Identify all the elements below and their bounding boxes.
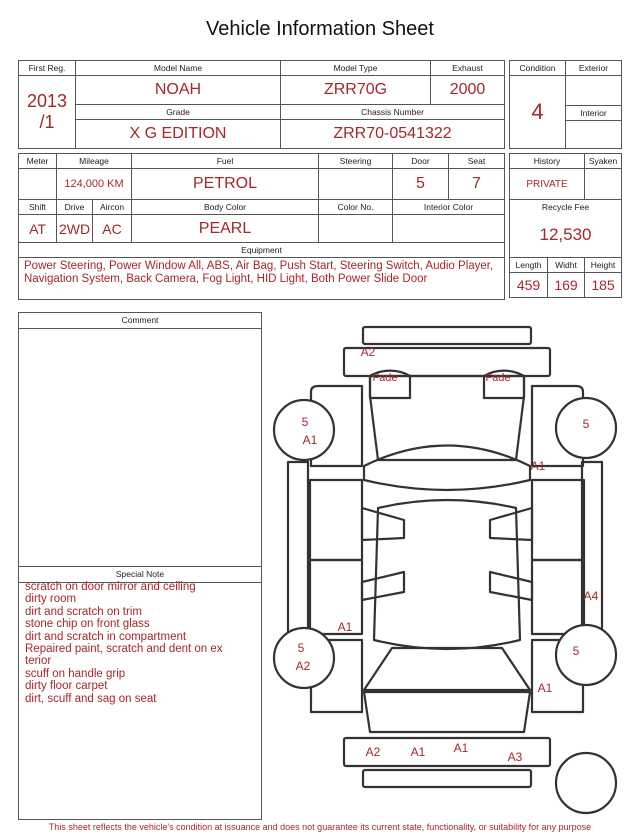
- tire-rear-left: [274, 628, 334, 688]
- mark-tire-rl-num: 5: [297, 641, 305, 655]
- special-note-label: Special Note: [19, 567, 261, 583]
- hood: [370, 376, 524, 460]
- history-label: History: [510, 154, 585, 169]
- special-note-list: [25, 581, 223, 705]
- mark-tire-fl-num: 5: [301, 415, 309, 429]
- vehicle-damage-diagram: [268, 320, 628, 820]
- comment-label: Comment: [19, 313, 261, 329]
- list-item: Repaired paint, scratch and dent on ex: [25, 643, 223, 656]
- syaken-label: Syaken: [585, 154, 622, 169]
- rear-bumper-lower: [363, 770, 531, 787]
- height-value: 185: [585, 272, 622, 297]
- interior-value: [566, 121, 622, 149]
- condition-value: 4: [510, 76, 566, 149]
- history-value: PRIVATE: [510, 169, 585, 200]
- side-window-right: [490, 508, 532, 540]
- model-name-label: Model Name: [76, 61, 281, 76]
- length-value: 459: [510, 272, 548, 297]
- door-value: 5: [393, 169, 449, 200]
- list-item: scuff on handle grip: [25, 667, 126, 680]
- front-door-left: [310, 480, 362, 560]
- left-pillar: [288, 462, 308, 642]
- spec-table: [18, 153, 505, 300]
- meter-label: Meter: [19, 154, 57, 169]
- mark-front-a2: A2: [360, 345, 376, 359]
- equipment-value: Power Steering, Power Window All, ABS, Air Bag, Push Start, Steering Switch, Audio Player, Navigation System, Back Camera, Fog Light, HID Light, Both Power Slide Door: [19, 258, 505, 300]
- list-item: terior: [25, 655, 52, 668]
- exhaust-value: 2000: [431, 76, 505, 105]
- side-window-left-rear: [362, 572, 404, 600]
- steering-value: [319, 169, 393, 200]
- interior-color-value: [393, 215, 505, 243]
- exhaust-label: Exhaust: [431, 61, 505, 76]
- list-item: scratch on door mirror and ceiling: [25, 581, 196, 593]
- mark-tire-rl-code: A2: [295, 659, 311, 673]
- body-color-value: PEARL: [132, 215, 319, 243]
- recycle-fee-value: 12,530: [510, 214, 622, 257]
- side-window-right-rear: [490, 572, 532, 600]
- history-table: [509, 153, 622, 298]
- model-name-value: NOAH: [76, 76, 281, 105]
- equipment-label: Equipment: [19, 243, 505, 258]
- tailgate: [364, 692, 530, 732]
- shift-label: Shift: [19, 200, 57, 215]
- front-bumper-upper: [363, 327, 531, 344]
- fuel-label: Fuel: [132, 154, 319, 169]
- mark-rear-a2: A2: [365, 745, 381, 759]
- body-color-label: Body Color: [132, 200, 319, 215]
- page-title: Vehicle Information Sheet: [206, 18, 434, 40]
- recycle-fee-label: Recycle Fee: [510, 200, 622, 215]
- exterior-label: Exterior: [566, 61, 622, 76]
- first-reg-label: First Reg.: [19, 61, 76, 76]
- first-reg-value: [19, 76, 76, 149]
- windshield: [364, 446, 530, 491]
- disclaimer-footer: This sheet reflects the vehicle's condition at issuance and does not guarantee its current state, functionality, or suitability for any purpose: [48, 822, 592, 832]
- shift-value: AT: [19, 215, 57, 243]
- interior-label: Interior: [566, 106, 622, 121]
- grade-value: X G EDITION: [76, 120, 281, 149]
- height-label: Height: [585, 257, 622, 272]
- syaken-value: [585, 169, 622, 200]
- rear-door-right: [532, 560, 584, 634]
- front-door-right: [532, 480, 584, 560]
- special-note-box: [18, 566, 262, 820]
- list-item: dirt and scratch on trim: [25, 605, 142, 618]
- mileage-value: 124,000 KM: [57, 169, 132, 200]
- mark-rear-a1-left: A1: [410, 745, 426, 759]
- width-value: 169: [548, 272, 585, 297]
- list-item: stone chip on front glass: [25, 618, 150, 631]
- mark-tire-fr-num: 5: [582, 417, 590, 431]
- tire-rear-right: [556, 625, 616, 685]
- mark-fade-right: Fade: [485, 372, 511, 384]
- fuel-value: PETROL: [132, 169, 319, 200]
- seat-label: Seat: [449, 154, 505, 169]
- mark-rear-a1-right: A1: [453, 741, 469, 755]
- mark-rear-right-a1: A1: [537, 681, 553, 695]
- door-label: Door: [393, 154, 449, 169]
- model-type-label: Model Type: [281, 61, 431, 76]
- grade-label: Grade: [76, 105, 281, 120]
- list-item: dirt and scratch in compartment: [25, 630, 187, 643]
- mark-tire-fl-code: A1: [302, 433, 318, 447]
- condition-label: Condition: [510, 61, 566, 76]
- model-type-value: ZRR70G: [281, 76, 431, 105]
- tire-front-left: [274, 400, 334, 460]
- list-item: dirty room: [25, 593, 77, 606]
- mark-right-a1: A1: [530, 459, 546, 473]
- steering-label: Steering: [319, 154, 393, 169]
- drive-label: Drive: [57, 200, 93, 215]
- aircon-value: AC: [93, 215, 132, 243]
- list-item: dirty floor carpet: [25, 680, 108, 693]
- exterior-value: [566, 76, 622, 106]
- first-reg-year: 2013: [26, 91, 68, 111]
- mark-rear-a3: A3: [507, 750, 523, 764]
- chassis-label: Chassis Number: [281, 105, 505, 120]
- length-label: Length: [510, 257, 548, 272]
- mark-right-a4: A4: [583, 589, 599, 603]
- chassis-value: ZRR70-0541322: [281, 120, 505, 149]
- interior-color-label: Interior Color: [393, 200, 505, 215]
- mark-fade-left: Fade: [372, 372, 398, 384]
- tire-spare: [556, 753, 616, 813]
- condition-table: [509, 60, 622, 149]
- rear-window: [364, 648, 530, 690]
- mark-left-a1: A1: [337, 620, 353, 634]
- list-item: dirt, scuff and sag on seat: [25, 692, 157, 705]
- aircon-label: Aircon: [93, 200, 132, 215]
- color-no-value: [319, 215, 393, 243]
- drive-value: 2WD: [57, 215, 93, 243]
- comment-box: [18, 312, 262, 567]
- mileage-label: Mileage: [57, 154, 132, 169]
- meter-value: [19, 169, 57, 200]
- seat-value: 7: [449, 169, 505, 200]
- first-reg-month: /1: [39, 112, 55, 132]
- mark-tire-rr-num: 5: [572, 644, 580, 658]
- model-info-table: [18, 60, 505, 149]
- color-no-label: Color No.: [319, 200, 393, 215]
- width-label: Widht: [548, 257, 585, 272]
- side-window-left: [362, 508, 404, 540]
- rear-door-left: [310, 560, 362, 634]
